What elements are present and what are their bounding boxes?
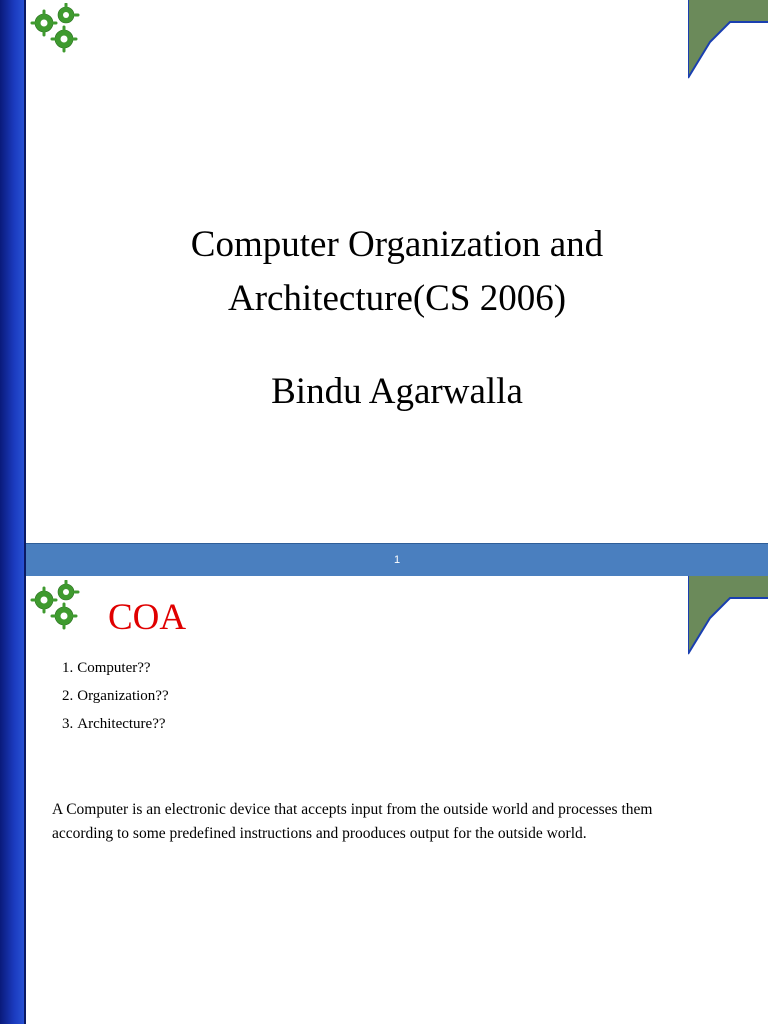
left-blue-bar <box>0 576 26 1024</box>
list-number: 2. <box>62 688 74 704</box>
list-item <box>62 654 169 682</box>
gears-icon <box>30 580 86 630</box>
question-list <box>62 654 169 738</box>
list-number: 3. <box>62 716 74 732</box>
slide-2 <box>0 576 768 1024</box>
slide-title <box>26 218 768 326</box>
corner-bracket-icon <box>688 0 768 80</box>
corner-bracket-icon <box>688 576 768 656</box>
footer-bar <box>26 543 768 576</box>
coa-title: COA <box>108 597 187 638</box>
gears-icon <box>30 3 86 53</box>
left-blue-bar <box>0 0 26 576</box>
author-name: Bindu Agarwalla <box>271 371 523 412</box>
list-item <box>62 710 169 738</box>
list-text: Organization?? <box>77 688 169 704</box>
definition-paragraph: A Computer is an electronic device that accepts input from the outside world and processes them according to some predefined instructions and prooduces output for the outside world. <box>52 801 653 842</box>
list-item <box>62 682 169 710</box>
title-line-1: Computer Organization and <box>190 224 604 265</box>
list-text: Computer?? <box>77 660 151 676</box>
list-number: 1. <box>62 660 74 676</box>
list-text: Architecture?? <box>77 716 166 732</box>
title-line-2: Architecture(CS 2006) <box>227 278 567 319</box>
page-number: 1 <box>393 554 401 566</box>
